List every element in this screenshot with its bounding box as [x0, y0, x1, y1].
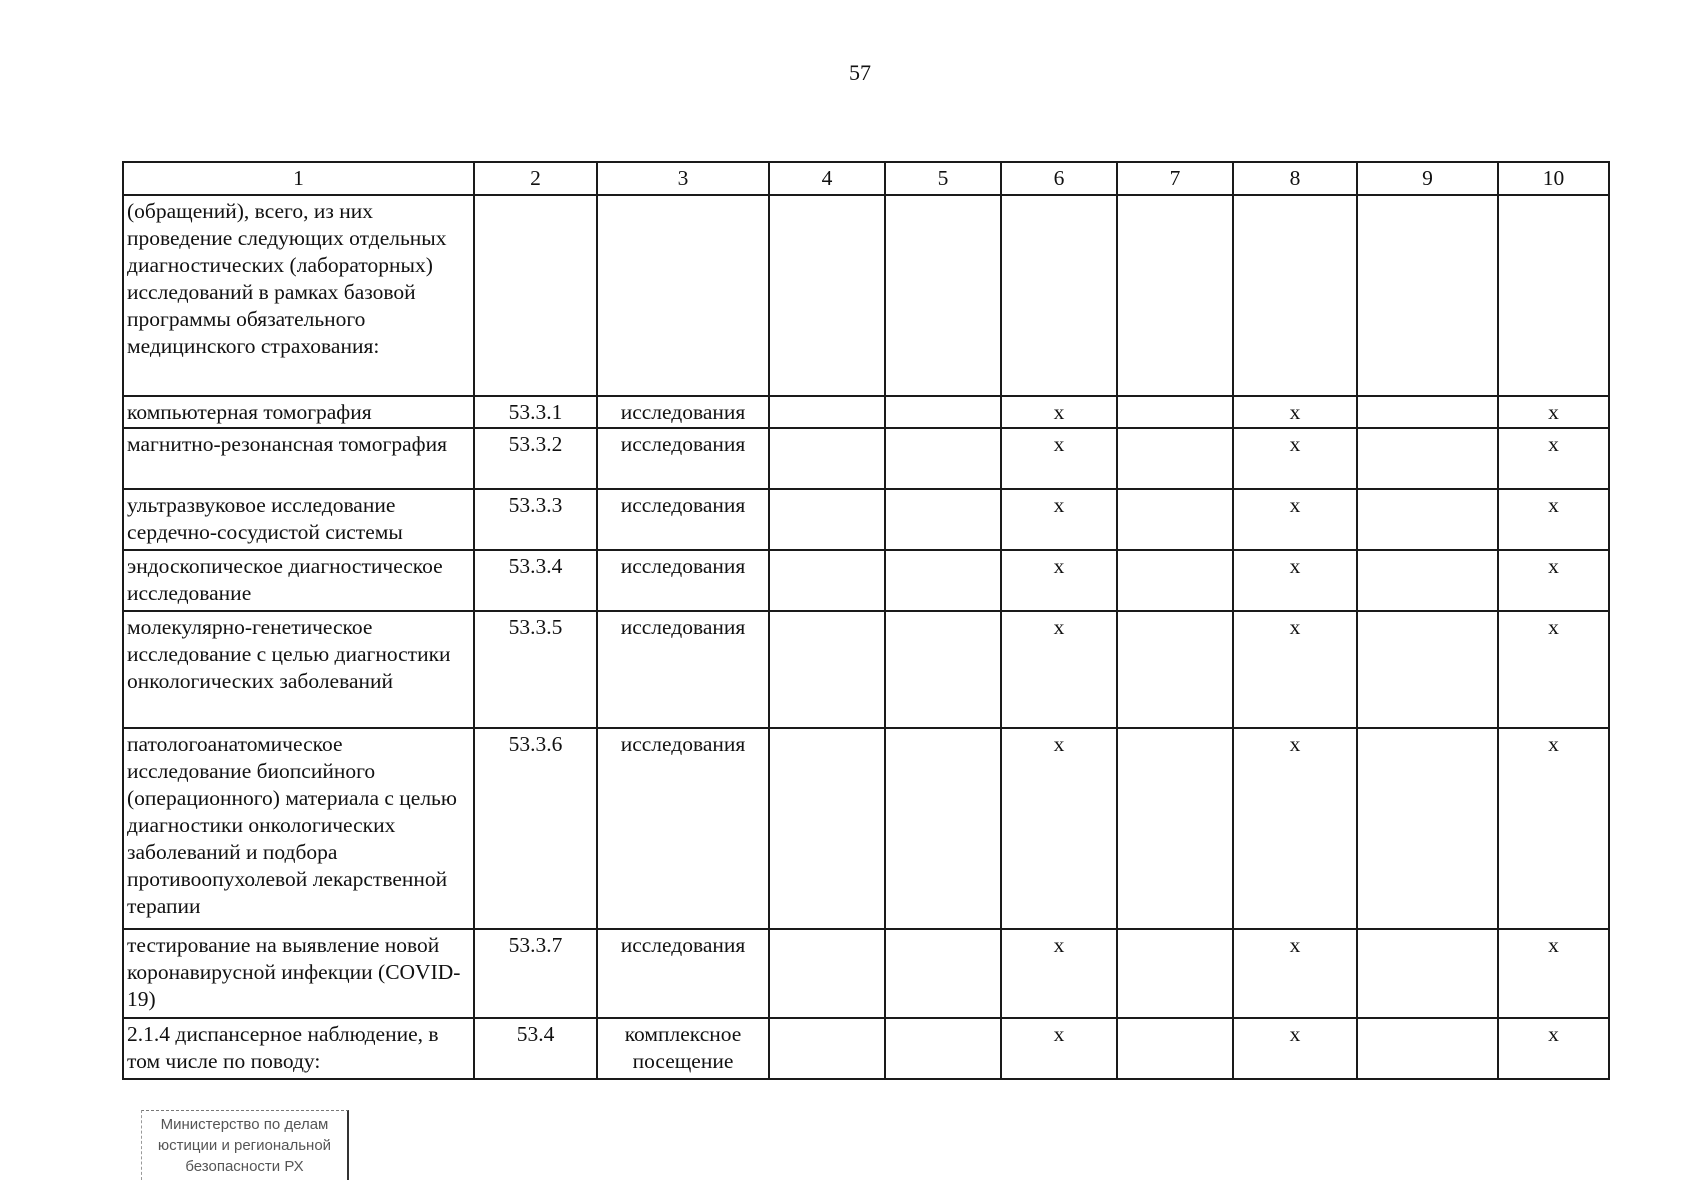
empty-cell: [885, 428, 1001, 489]
empty-cell: [1117, 1018, 1233, 1079]
table-row: [123, 396, 1609, 428]
empty-cell: [1117, 929, 1233, 1018]
empty-cell: [1357, 1018, 1498, 1079]
row-unit: исследования: [597, 929, 769, 1018]
col6-value: x: [1001, 929, 1117, 1018]
empty-cell: [1117, 550, 1233, 611]
empty-cell: [1117, 195, 1233, 396]
row-code: 53.3.6: [474, 728, 597, 929]
row-code: 53.4: [474, 1018, 597, 1079]
row-name: компьютерная томография: [123, 396, 474, 428]
empty-cell: [885, 550, 1001, 611]
header-cell: 4: [769, 162, 885, 195]
col8-value: x: [1233, 1018, 1357, 1079]
empty-cell: [1117, 728, 1233, 929]
col6-value: x: [1001, 728, 1117, 929]
empty-cell: [769, 489, 885, 550]
row-code: [474, 195, 597, 396]
row-name: патологоанатомическое исследование биопсийного (операционного) материала с целью диагностики онкологических заболеваний и подбора противоопухолевой лекарственной терапии: [123, 728, 474, 929]
empty-cell: [769, 728, 885, 929]
row-unit: исследования: [597, 489, 769, 550]
col10-value: x: [1498, 428, 1609, 489]
header-cell: 10: [1498, 162, 1609, 195]
row-unit: исследования: [597, 611, 769, 728]
empty-cell: [885, 611, 1001, 728]
empty-cell: [769, 550, 885, 611]
table-row: [123, 195, 1609, 396]
header-cell: 6: [1001, 162, 1117, 195]
empty-cell: [1117, 611, 1233, 728]
row-code: 53.3.1: [474, 396, 597, 428]
row-name: эндоскопическое диагностическое исследование: [123, 550, 474, 611]
header-cell: 1: [123, 162, 474, 195]
col6-value: x: [1001, 550, 1117, 611]
empty-cell: [769, 929, 885, 1018]
row-name: тестирование на выявление новой коронавирусной инфекции (COVID-19): [123, 929, 474, 1018]
empty-cell: [1357, 195, 1498, 396]
row-name: молекулярно-генетическое исследование с целью диагностики онкологических заболеваний: [123, 611, 474, 728]
col10-value: x: [1498, 929, 1609, 1018]
empty-cell: [1357, 728, 1498, 929]
row-name: (обращений), всего, из них проведение следующих отдельных диагностических (лабораторных) исследований в рамках базовой программы обязательного медицинского страхования:: [123, 195, 474, 396]
empty-cell: [1357, 396, 1498, 428]
col10-value: x: [1498, 396, 1609, 428]
col8-value: x: [1233, 611, 1357, 728]
empty-cell: [885, 1018, 1001, 1079]
empty-cell: [1117, 428, 1233, 489]
data-table: [122, 161, 1610, 1080]
empty-cell: [1357, 929, 1498, 1018]
row-code: 53.3.2: [474, 428, 597, 489]
col10-value: x: [1498, 489, 1609, 550]
empty-cell: [1357, 489, 1498, 550]
row-unit: исследования: [597, 396, 769, 428]
empty-cell: [769, 428, 885, 489]
col8-value: x: [1233, 428, 1357, 489]
header-cell: 9: [1357, 162, 1498, 195]
empty-cell: [769, 195, 885, 396]
header-cell: 3: [597, 162, 769, 195]
table-row: [123, 489, 1609, 550]
col6-value: x: [1001, 428, 1117, 489]
header-cell: 7: [1117, 162, 1233, 195]
col10-value: x: [1498, 1018, 1609, 1079]
row-code: 53.3.7: [474, 929, 597, 1018]
table-row: [123, 1018, 1609, 1079]
row-unit: [597, 195, 769, 396]
empty-cell: [769, 1018, 885, 1079]
col8-value: [1233, 195, 1357, 396]
row-code: 53.3.4: [474, 550, 597, 611]
empty-cell: [1357, 428, 1498, 489]
row-unit: исследования: [597, 428, 769, 489]
table-row: [123, 929, 1609, 1018]
empty-cell: [769, 611, 885, 728]
col6-value: x: [1001, 611, 1117, 728]
empty-cell: [885, 929, 1001, 1018]
stamp-line: юстиции и региональной: [157, 1137, 332, 1154]
row-unit: исследования: [597, 550, 769, 611]
header-cell: 8: [1233, 162, 1357, 195]
empty-cell: [885, 728, 1001, 929]
col10-value: x: [1498, 728, 1609, 929]
empty-cell: [885, 489, 1001, 550]
col10-value: x: [1498, 550, 1609, 611]
row-unit: комплексное посещение: [597, 1018, 769, 1079]
empty-cell: [1357, 611, 1498, 728]
empty-cell: [1117, 396, 1233, 428]
stamp-line: безопасности РХ: [185, 1158, 304, 1175]
table-row: [123, 728, 1609, 929]
col6-value: x: [1001, 489, 1117, 550]
row-unit: исследования: [597, 728, 769, 929]
table-row: [123, 550, 1609, 611]
table-row: [123, 611, 1609, 728]
col8-value: x: [1233, 396, 1357, 428]
empty-cell: [885, 195, 1001, 396]
col8-value: x: [1233, 489, 1357, 550]
row-name: ультразвуковое исследование сердечно-сосудистой системы: [123, 489, 474, 550]
col6-value: x: [1001, 1018, 1117, 1079]
table-row: [123, 428, 1609, 489]
empty-cell: [1117, 489, 1233, 550]
row-name: 2.1.4 диспансерное наблюдение, в том числе по поводу:: [123, 1018, 474, 1079]
header-cell: 5: [885, 162, 1001, 195]
col6-value: x: [1001, 396, 1117, 428]
header-row: [123, 162, 1609, 195]
empty-cell: [1357, 550, 1498, 611]
header-cell: 2: [474, 162, 597, 195]
col10-value: [1498, 195, 1609, 396]
col8-value: x: [1233, 550, 1357, 611]
registration-stamp: [141, 1110, 349, 1180]
col6-value: [1001, 195, 1117, 396]
col8-value: x: [1233, 728, 1357, 929]
col10-value: x: [1498, 611, 1609, 728]
stamp-line: Министерство по делам: [160, 1116, 329, 1133]
empty-cell: [769, 396, 885, 428]
row-code: 53.3.5: [474, 611, 597, 728]
row-code: 53.3.3: [474, 489, 597, 550]
row-name: магнитно-резонансная томография: [123, 428, 474, 489]
col8-value: x: [1233, 929, 1357, 1018]
page-number: 57: [849, 60, 871, 85]
empty-cell: [885, 396, 1001, 428]
